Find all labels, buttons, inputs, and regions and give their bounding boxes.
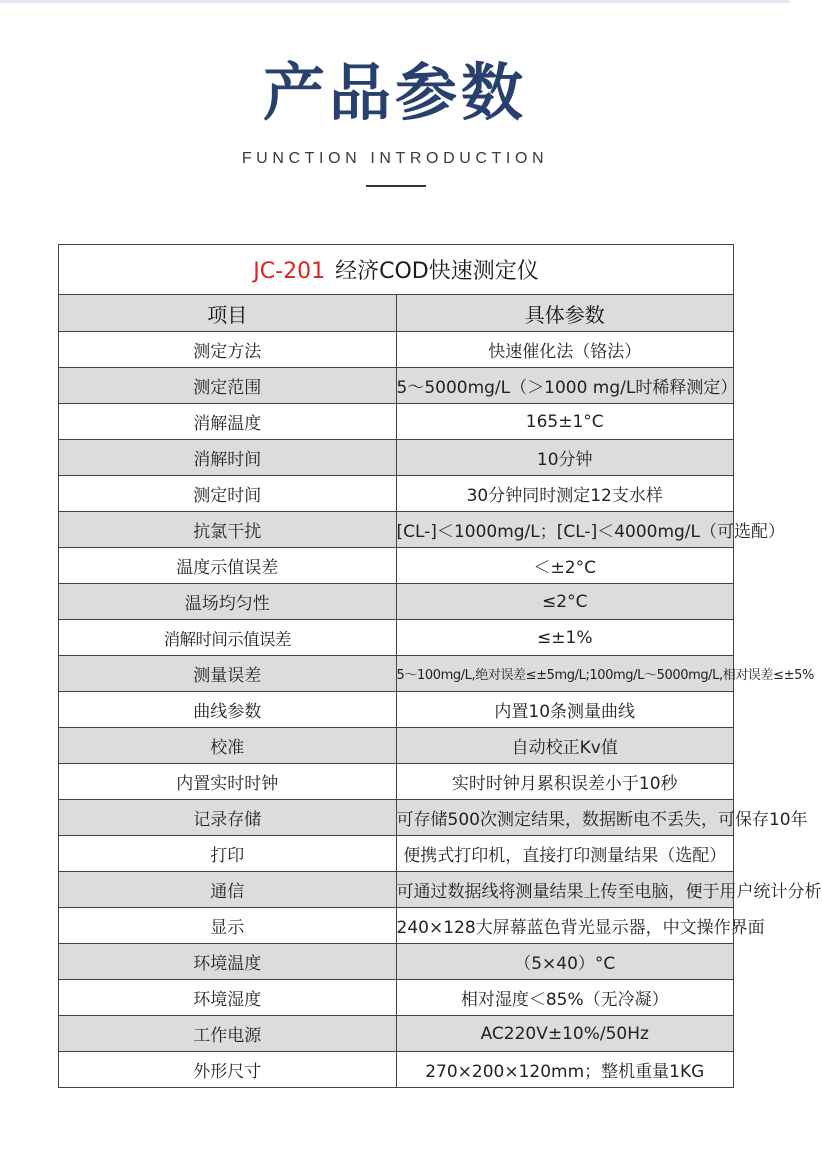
row-label: 测定范围 <box>59 368 397 404</box>
row-label: 测定时间 <box>59 476 397 512</box>
top-border-line <box>0 0 790 3</box>
row-label: 温度示值误差 <box>59 548 397 584</box>
table-row <box>59 728 734 764</box>
table-row <box>59 692 734 728</box>
row-value: 270×200×120mm；整机重量1KG <box>396 1052 734 1088</box>
row-value: 便携式打印机，直接打印测量结果（选配） <box>396 836 734 872</box>
table-row <box>59 368 734 404</box>
row-label: 抗氯干扰 <box>59 512 397 548</box>
row-label: 记录存储 <box>59 800 397 836</box>
row-label: 曲线参数 <box>59 692 397 728</box>
row-label: 测定方法 <box>59 332 397 368</box>
table-row <box>59 404 734 440</box>
page-title: 产品参数 <box>262 56 527 129</box>
row-value: 内置10条测量曲线 <box>396 692 734 728</box>
product-name: 经济COD快速测定仪 <box>335 259 539 284</box>
product-model: JC-201 <box>253 259 326 284</box>
table-row <box>59 1016 734 1052</box>
table-row <box>59 656 734 692</box>
page-subtitle: FUNCTION INTRODUCTION <box>241 150 549 167</box>
row-label: 显示 <box>59 908 397 944</box>
row-value: 自动校正Kv值 <box>396 728 734 764</box>
table-row <box>59 944 734 980</box>
table-row <box>59 1052 734 1088</box>
row-value: 240×128大屏幕蓝色背光显示器，中文操作界面 <box>396 908 734 944</box>
table-row <box>59 800 734 836</box>
table-row <box>59 548 734 584</box>
table-row <box>59 764 734 800</box>
row-value: ≤±1% <box>396 620 734 656</box>
row-value: 5～5000mg/L（＞1000 mg/L时稀释测定） <box>396 368 734 404</box>
row-value: 实时时钟月累积误差小于10秒 <box>396 764 734 800</box>
row-label: 通信 <box>59 872 397 908</box>
table-row <box>59 872 734 908</box>
table-row <box>59 620 734 656</box>
row-value: 165±1°C <box>396 404 734 440</box>
row-value: AC220V±10%/50Hz <box>396 1016 734 1052</box>
row-label: 温场均匀性 <box>59 584 397 620</box>
column-header-row <box>59 295 734 332</box>
row-label: 消解时间示值误差 <box>59 620 397 656</box>
spec-table-body <box>59 245 822 1088</box>
row-value: ≤2°C <box>396 584 734 620</box>
table-row <box>59 512 734 548</box>
row-value: 10分钟 <box>396 440 734 476</box>
title-divider <box>366 185 426 187</box>
product-title-cell <box>59 245 734 295</box>
row-label: 工作电源 <box>59 1016 397 1052</box>
row-label: 测量误差 <box>59 656 397 692</box>
row-label: 打印 <box>59 836 397 872</box>
row-label: 环境温度 <box>59 944 397 980</box>
row-value: 快速催化法（铬法） <box>396 332 734 368</box>
row-value: 可存储500次测定结果，数据断电不丢失，可保存10年 <box>396 800 734 836</box>
table-row <box>59 836 734 872</box>
row-label: 校准 <box>59 728 397 764</box>
product-title-row <box>59 245 734 295</box>
table-row <box>59 476 734 512</box>
table-row <box>59 908 734 944</box>
row-label: 消解时间 <box>59 440 397 476</box>
row-label: 内置实时时钟 <box>59 764 397 800</box>
row-value: [CL-]＜1000mg/L；[CL-]＜4000mg/L（可选配） <box>396 512 734 548</box>
row-label: 外形尺寸 <box>59 1052 397 1088</box>
row-value: 可通过数据线将测量结果上传至电脑，便于用户统计分析 <box>396 872 734 908</box>
row-value: （5×40）°C <box>396 944 734 980</box>
row-value: 相对湿度＜85%（无冷凝） <box>396 980 734 1016</box>
column-header-params: 具体参数 <box>396 295 734 332</box>
row-label: 消解温度 <box>59 404 397 440</box>
row-label: 环境湿度 <box>59 980 397 1016</box>
table-row <box>59 584 734 620</box>
table-row <box>59 332 734 368</box>
table-row <box>59 440 734 476</box>
table-row <box>59 980 734 1016</box>
row-value: 5～100mg/L,绝对误差≤±5mg/L;100mg/L～5000mg/L,相对误差≤±5% <box>396 656 734 692</box>
row-value: 30分钟同时测定12支水样 <box>396 476 734 512</box>
column-header-item: 项目 <box>59 295 397 332</box>
spec-table <box>58 244 822 1088</box>
row-value: ＜±2°C <box>396 548 734 584</box>
